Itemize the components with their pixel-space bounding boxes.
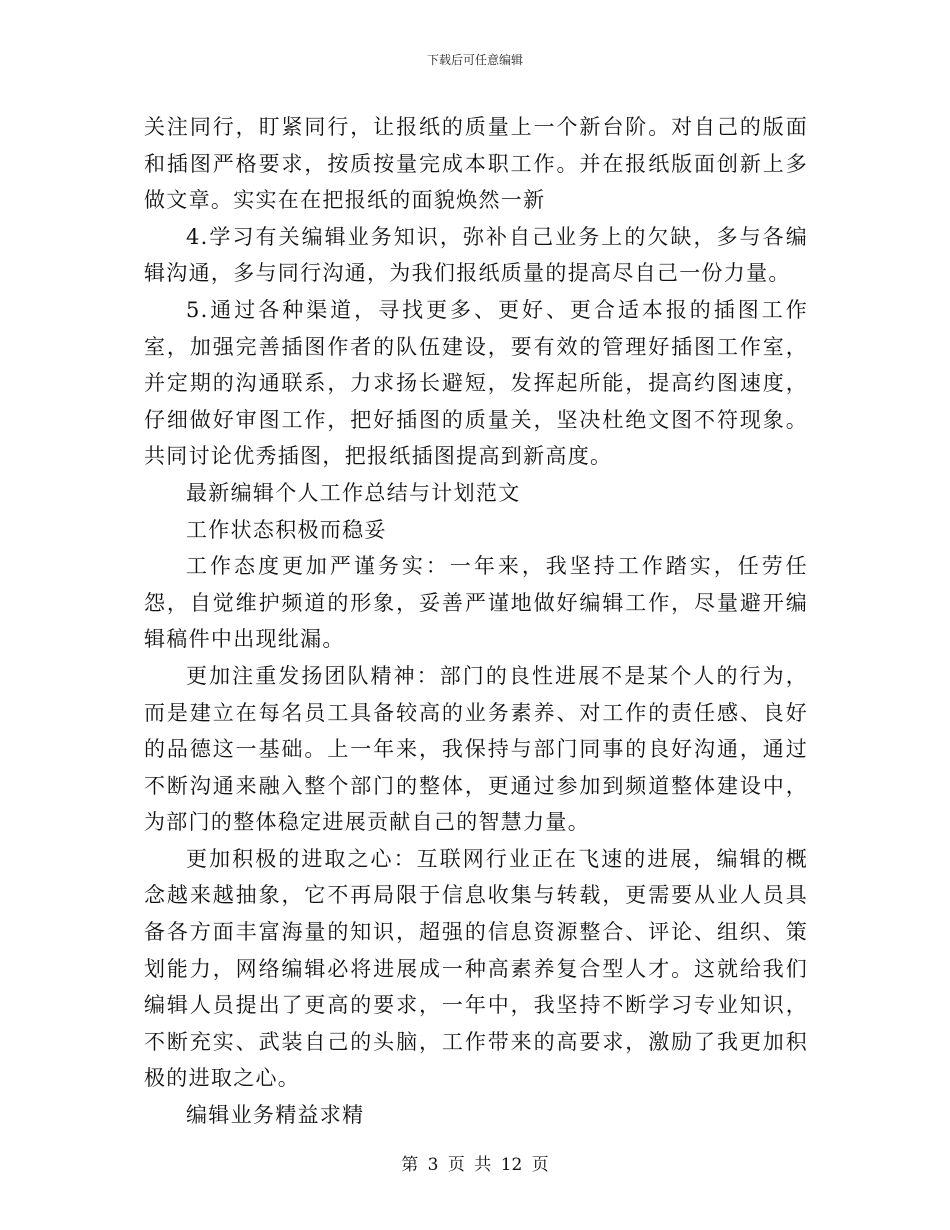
- paragraph-work-attitude: 工作态度更加严谨务实：一年来，我坚持工作踏实，任劳任怨，自觉维护频道的形象，妥善严谨地做好编辑工作，尽量避开编辑稿件中出现纰漏。: [144, 554, 808, 652]
- page-number-footer: 第 3 页 共 12 页: [401, 1155, 549, 1175]
- subsection-heading-business: 编辑业务精益求精: [186, 1103, 365, 1128]
- paragraph-item-4: 4.学习有关编辑业务知识，弥补自己业务上的欠缺，多与各编辑沟通，多与同行沟通，为我们报纸质量的提高尽自己一份力量。: [144, 224, 808, 286]
- subsection-heading: 工作状态积极而稳妥: [186, 517, 387, 542]
- document-body: [144, 109, 808, 1134]
- paragraph-team-spirit: 更加注重发扬团队精神：部门的良性进展不是某个人的行为，而是建立在每名员工具备较高的业务素养、对工作的责任感、良好的品德这一基础。上一年来，我保持与部门同事的良好沟通，通过不断沟通来融入整个部门的整体，更通过参加到频道整体建设中，为部门的整体稳定进展贡献自己的智慧力量。: [144, 663, 808, 835]
- section-title: 最新编辑个人工作总结与计划范文: [186, 480, 521, 505]
- paragraph-item-5: 5.通过各种渠道，寻找更多、更好、更合适本报的插图工作室，加强完善插图作者的队伍建设，要有效的管理好插图工作室，并定期的沟通联系，力求扬长避短，发挥起所能，提高约图速度，仔细做好审图工作，把好插图的质量关，坚决杜绝文图不符现象。共同讨论优秀插图，把报纸插图提高到新高度。: [144, 297, 808, 469]
- paragraph-continued: 关注同行，盯紧同行，让报纸的质量上一个新台阶。对自己的版面和插图严格要求，按质按量完成本职工作。并在报纸版面创新上多做文章。实实在在把报纸的面貌焕然一新: [144, 115, 808, 213]
- paragraph-enterprising: 更加积极的进取之心：互联网行业正在飞速的进展，编辑的概念越来越抽象，它不再局限于信息收集与转载，更需要从业人员具备各方面丰富海量的知识，超强的信息资源整合、评论、组织、策划能力，网络编辑必将进展成一种高素养复合型人才。这就给我们编辑人员提出了更高的要求，一年中，我坚持不断学习专业知识，不断充实、武装自己的头脑，工作带来的高要求，激励了我更加积极的进取之心。: [144, 846, 808, 1091]
- page-header: 下载后可任意编辑: [426, 53, 523, 67]
